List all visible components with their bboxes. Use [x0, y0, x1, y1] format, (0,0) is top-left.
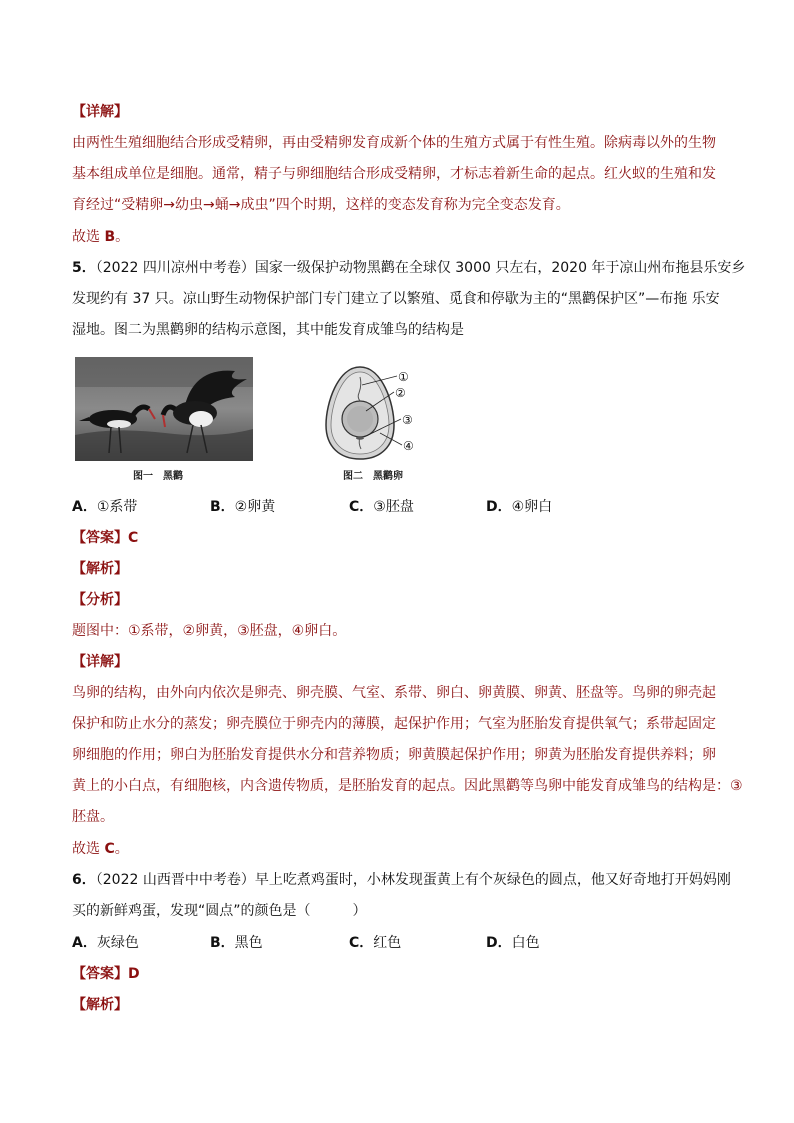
q5-jiexi-tag: 【解析】 [72, 561, 128, 577]
black-stork-egg-diagram [322, 363, 432, 463]
q6-answer: 【答案】D [72, 966, 140, 982]
q4-detail-tag: 【详解】 [72, 104, 128, 120]
q5-number: 5． [72, 260, 96, 276]
q4-detail-text [72, 128, 752, 221]
q6-option-a[interactable]: A．灰绿色 [72, 935, 139, 951]
q5-detail-text [72, 678, 752, 833]
q6-stem-line: （2022 山西晋中中考卷）早上吃煮鸡蛋时，小林发现蛋黄上有个灰绿色的圆点，他又好奇地打开妈妈刚 [95, 872, 731, 888]
q5-detail-line: 黄上的小白点，有细胞核，内含遗传物质，是胚胎发育的起点。因此黑鹳等鸟卵中能发育成雏鸟的结构是：③ [72, 778, 743, 794]
q5-detail-line: 保护和防止水分的蒸发；卵壳膜位于卵壳内的薄膜，起保护作用；气室为胚胎发育提供氧气；系带起固定 [72, 716, 716, 732]
fig1-caption: 图一 黑鹳 [133, 471, 183, 482]
q5-option-d[interactable]: D．④卵白 [486, 499, 553, 515]
q5-detail-tag: 【详解】 [72, 654, 128, 670]
q5-analysis-text: 题图中：①系带，②卵黄，③胚盘，④卵白。 [72, 623, 347, 639]
q4-detail-line: 基本组成单位是细胞。通常，精子与卵细胞结合形成受精卵，才标志着新生命的起点。红火蚁的生殖和发 [72, 166, 716, 182]
q6-option-d[interactable]: D．白色 [486, 935, 540, 951]
q5-stem-line: 湿地。图二为黑鹳卵的结构示意图，其中能发育成雏鸟的结构是 [72, 322, 464, 338]
fig2-caption: 图二 黑鹳卵 [343, 471, 403, 482]
q4-detail-line: 由两性生殖细胞结合形成受精卵，再由受精卵发育成新个体的生殖方式属于有性生殖。除病毒以外的生物 [72, 135, 716, 151]
q5-answer: 【答案】C [72, 530, 139, 546]
black-stork-photo [75, 357, 253, 461]
q5-stem-line: 发现约有 37 只。凉山野生动物保护部门专门建立了以繁殖、觅食和停歇为主的“黑鹳保护区”—布拖 乐安 [72, 291, 720, 307]
q5-fenxi-tag: 【分析】 [72, 592, 128, 608]
q6-jiexi-tag: 【解析】 [72, 997, 128, 1013]
q6-stem-line: 买的新鲜鸡蛋，发现“圆点”的颜色是（ ） [72, 903, 367, 919]
egg-marker-2: ② [395, 386, 406, 400]
q5-stem [72, 253, 752, 346]
egg-marker-1: ① [398, 370, 409, 384]
q5-detail-line: 鸟卵的结构，由外向内依次是卵壳、卵壳膜、气室、系带、卵白、卵黄膜、卵黄、胚盘等。鸟卵的卵壳起 [72, 685, 716, 701]
q5-detail-line: 卵细胞的作用；卵白为胚胎发育提供水分和营养物质；卵黄膜起保护作用；卵黄为胚胎发育提供养料；卵 [72, 747, 716, 763]
egg-marker-3: ③ [402, 413, 413, 427]
q4-conclusion: 故选 B。 [72, 229, 130, 245]
q6-stem [72, 865, 752, 927]
q5-detail-line: 胚盘。 [72, 809, 114, 825]
q5-conclusion: 故选 C。 [72, 841, 129, 857]
q5-option-c[interactable]: C．③胚盘 [349, 499, 414, 515]
q6-number: 6． [72, 872, 96, 888]
q6-option-b[interactable]: B．黑色 [210, 935, 263, 951]
q5-option-b[interactable]: B．②卵黄 [210, 499, 276, 515]
q5-option-a[interactable]: A．①系带 [72, 499, 138, 515]
egg-marker-4: ④ [403, 439, 414, 453]
q5-stem-line: （2022 四川凉州中考卷）国家一级保护动物黑鹳在全球仅 3000 只左右，2020 年于凉山州布拖县乐安乡 [95, 260, 746, 276]
q6-option-c[interactable]: C．红色 [349, 935, 402, 951]
q4-detail-line: 育经过“受精卵→幼虫→蛹→成虫”四个时期，这样的变态发育称为完全变态发育。 [72, 197, 570, 213]
